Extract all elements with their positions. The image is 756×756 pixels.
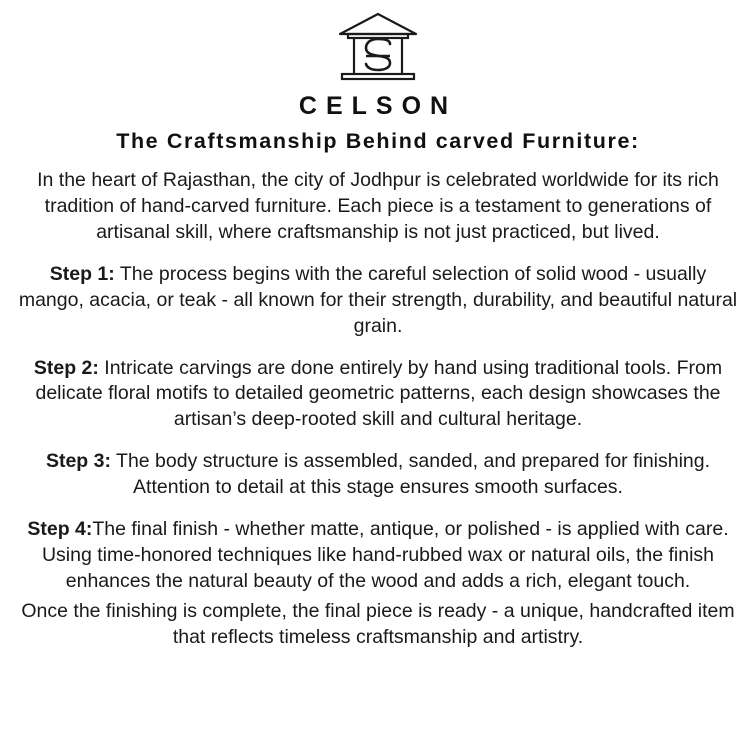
step-1-text: The process begins with the careful selection of solid wood - usually mango, acacia, or teak - all known for their strength, durability, and beautiful natural grain. bbox=[18, 262, 738, 337]
step-1-paragraph bbox=[18, 262, 738, 340]
step-3-label: Step 3: bbox=[45, 450, 111, 473]
intro-paragraph: In the heart of Rajasthan, the city of Jodhpur is celebrated worldwide for its rich tradition of hand-carved furniture. Each piece is a testament to generations of artisanal skill, where craftsmanship is not just practiced, but lived. bbox=[37, 169, 719, 243]
step-3-paragraph bbox=[18, 449, 738, 501]
step-2-paragraph bbox=[18, 356, 738, 434]
page-title: The Craftsmanship Behind carved Furniture: bbox=[116, 129, 640, 153]
brand-name: CELSON bbox=[298, 92, 458, 120]
house-column-monogram-icon bbox=[332, 10, 424, 88]
step-4-paragraph bbox=[18, 517, 738, 595]
step-2-text: Intricate carvings are done entirely by hand using traditional tools. From delicate floral motifs to detailed geometric patterns, each design showcases the artisan’s deep-rooted skill and cultural heritage. bbox=[35, 356, 723, 431]
step-3-text: The body structure is assembled, sanded, and prepared for finishing. Attention to detail at this stage ensures smooth surfaces. bbox=[110, 450, 711, 499]
brand-logo bbox=[332, 10, 424, 88]
step-4-label: Step 4: bbox=[27, 518, 93, 541]
step-1-label: Step 1: bbox=[49, 262, 115, 285]
step-2-label: Step 2: bbox=[33, 356, 99, 379]
closing-paragraph: Once the finishing is complete, the final piece is ready - a unique, handcrafted item that reflects timeless craftsmanship and artistry. bbox=[21, 599, 735, 648]
step-4-text: The final finish - whether matte, antique, or polished - is applied with care. Using time-honored techniques like hand-rubbed wax or natural oils, the finish enhances the natural beauty of the wood and adds a rich, elegant touch. bbox=[41, 518, 729, 592]
